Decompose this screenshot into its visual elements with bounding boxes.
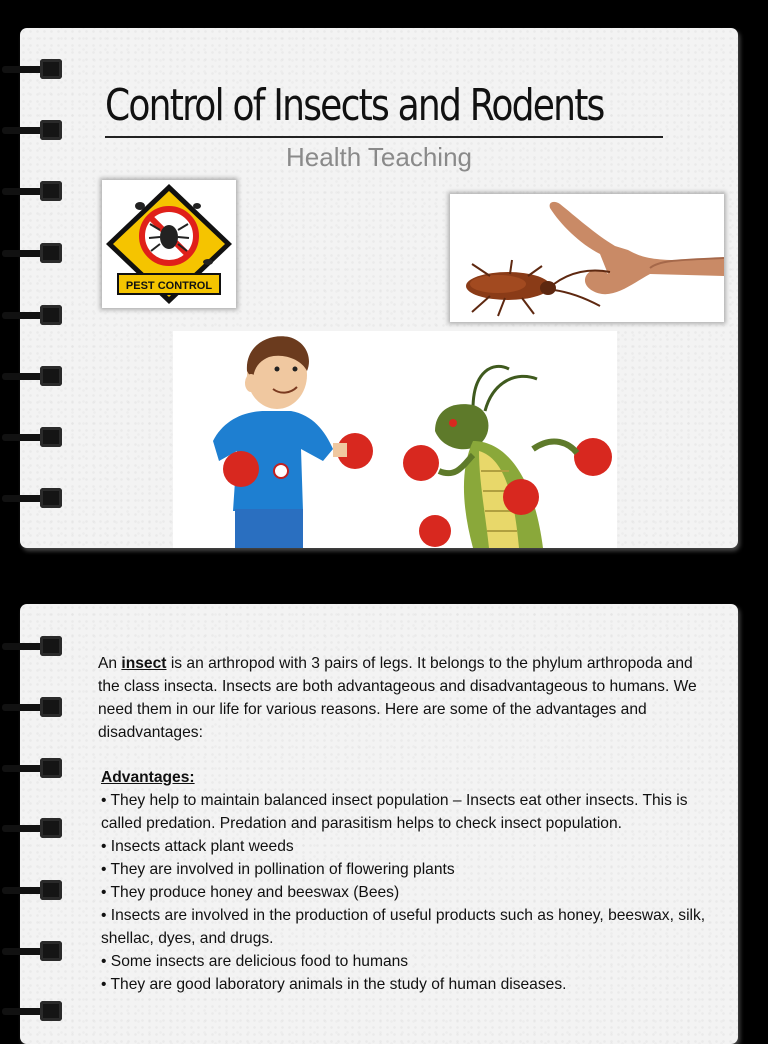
advantage-item: • Insects attack plant weeds — [101, 838, 294, 855]
advantage-item: • Some insects are delicious food to humans — [101, 953, 409, 970]
exterminator-man-icon — [213, 336, 373, 548]
slide-subtitle: Health Teaching — [286, 142, 472, 172]
advantage-item: • They help to maintain balanced insect population – Insects eat other insects. This is called predation. Predation and parasitism helps to check insect population. — [101, 792, 688, 832]
pest-control-image — [102, 180, 236, 308]
spiral-ring — [2, 59, 62, 79]
cartoon-insect-icon — [403, 366, 612, 548]
spiral-ring — [2, 636, 62, 656]
advantage-item: • They are involved in pollination of flowering plants — [101, 861, 455, 878]
boxing-cartoon-image — [173, 331, 617, 548]
pest-control-sign-icon — [102, 180, 236, 308]
cockroach-hand-image — [450, 194, 724, 322]
spiral-ring — [2, 697, 62, 717]
advantage-item: • They are good laboratory animals in the study of human diseases. — [101, 976, 567, 993]
spiral-ring — [2, 243, 62, 263]
cockroach-flick-icon — [450, 194, 724, 322]
slide-title — [20, 28, 738, 548]
slide-insects-advantages — [20, 604, 738, 1044]
title-underline — [105, 136, 663, 138]
spiral-ring — [2, 941, 62, 961]
man-vs-insect-boxing-icon — [173, 331, 617, 548]
spiral-ring — [2, 880, 62, 900]
spiral-ring — [2, 305, 62, 325]
spiral-ring — [2, 427, 62, 447]
spiral-ring — [2, 1001, 62, 1021]
advantages-heading: Advantages: — [101, 769, 195, 786]
spiral-ring — [2, 818, 62, 838]
slide-title-text: Control of Insects and Rodents — [105, 80, 604, 131]
pest-control-label: PEST CONTROL — [125, 280, 213, 292]
spiral-ring — [2, 366, 62, 386]
insect-term: insect — [121, 655, 167, 672]
spiral-ring — [2, 120, 62, 140]
advantage-item: • They produce honey and beeswax (Bees) — [101, 884, 400, 901]
slide-body — [98, 652, 713, 996]
intro-paragraph: An insect is an arthropod with 3 pairs of legs. It belongs to the phylum arthropoda and the class insecta. Insects are both advantageous and disadvantageous to humans. We need them in our life for various reasons. Here are some of the advantages and disadvantages: — [98, 655, 697, 741]
advantage-item: • Insects are involved in the production of useful products such as honey, beeswax, silk, shellac, dyes, and drugs. — [101, 907, 706, 947]
spiral-ring — [2, 181, 62, 201]
spiral-ring — [2, 488, 62, 508]
spiral-ring — [2, 758, 62, 778]
